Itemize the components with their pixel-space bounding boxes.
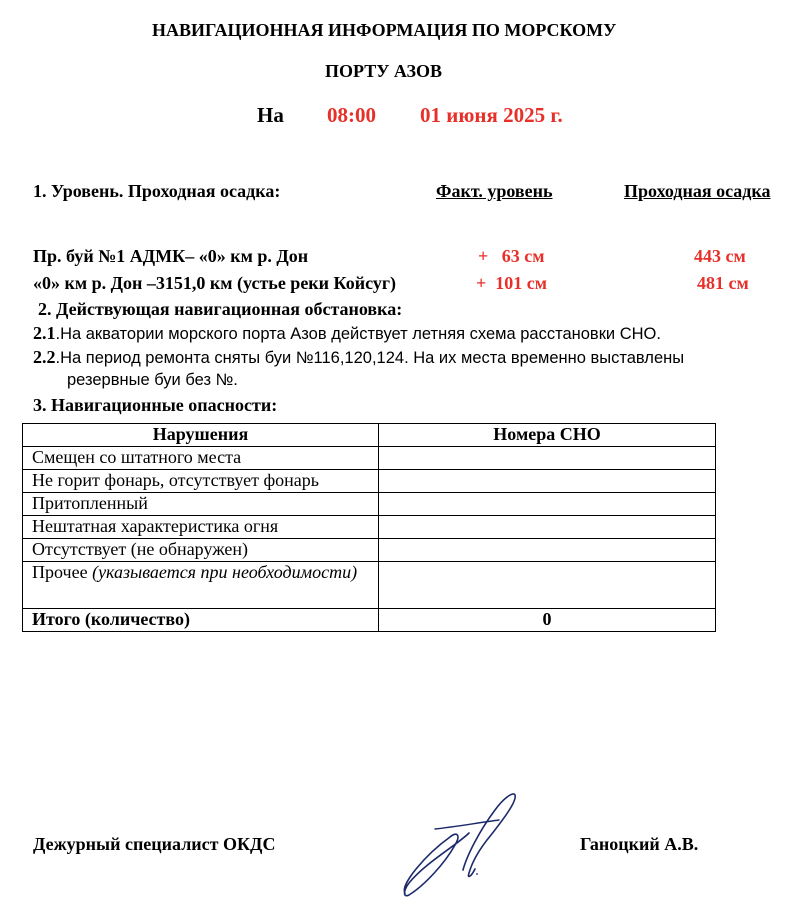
violations-column-header: Нарушения — [23, 424, 379, 447]
table-row — [23, 470, 716, 493]
violation-label: Смещен со штатного места — [23, 447, 379, 470]
sno-numbers-cell — [379, 516, 716, 539]
nav-item-text: .На акватории морского порта Азов действует летняя схема расстановки СНО. — [55, 325, 661, 343]
signature — [395, 785, 525, 900]
sno-numbers-cell — [379, 539, 716, 562]
date-prefix: На — [257, 103, 284, 127]
table-header-row — [23, 424, 716, 447]
nav-item-text: .На период ремонта сняты буи №116,120,124. На их места временно выставлены — [55, 349, 685, 367]
level-row-1-place: Пр. буй №1 АДМК– «0» км р. Дон — [33, 246, 309, 266]
level-row-2-level: + 101 см — [476, 273, 548, 293]
sno-numbers-cell — [379, 562, 716, 609]
report-date: 01 июня 2025 г. — [420, 103, 563, 127]
section3-title: 3. Навигационные опасности: — [33, 395, 278, 415]
section2-title: 2. Действующая навигационная обстановка: — [38, 299, 403, 319]
level-row-2-draft: 481 см — [697, 273, 749, 293]
section1-title: 1. Уровень. Проходная осадка: — [33, 181, 281, 201]
other-label-note: (указывается при необходимости) — [92, 562, 358, 582]
level-row-1-draft: 443 см — [694, 246, 746, 266]
hazards-table — [22, 423, 716, 632]
violation-label — [23, 562, 379, 609]
sno-numbers-cell — [379, 447, 716, 470]
draft-header: Проходная осадка — [624, 181, 771, 201]
page-subtitle: ПОРТУ АЗОВ — [325, 61, 442, 81]
table-row — [23, 447, 716, 470]
nav-item-number: 2.2 — [33, 347, 56, 367]
nav-item-2-2-continuation: резервные буи без №. — [67, 371, 238, 389]
table-row — [23, 516, 716, 539]
nav-item-2-1 — [33, 323, 661, 344]
nav-item-2-2 — [33, 347, 684, 368]
violation-label: Отсутствует (не обнаружен) — [23, 539, 379, 562]
signer-name: Ганоцкий А.В. — [580, 834, 699, 854]
nav-item-number: 2.1 — [33, 323, 56, 343]
page-title: НАВИГАЦИОННАЯ ИНФОРМАЦИЯ ПО МОРСКОМУ — [152, 20, 617, 40]
total-label: Итого (количество) — [23, 609, 379, 632]
numbers-column-header: Номера СНО — [379, 424, 716, 447]
other-label: Прочее — [32, 562, 93, 582]
table-row — [23, 493, 716, 516]
table-row — [23, 562, 716, 609]
violation-label: Не горит фонарь, отсутствует фонарь — [23, 470, 379, 493]
total-row — [23, 609, 716, 632]
level-row-2-place: «0» км р. Дон –3151,0 км (устье реки Койсуг) — [33, 273, 396, 293]
level-row-1-level: + 63 см — [478, 246, 545, 266]
report-time: 08:00 — [327, 103, 376, 127]
table-row — [23, 539, 716, 562]
violation-label: Притопленный — [23, 493, 379, 516]
fact-level-header: Факт. уровень — [436, 181, 553, 201]
violation-label: Нештатная характеристика огня — [23, 516, 379, 539]
total-value: 0 — [379, 609, 716, 632]
duty-specialist-label: Дежурный специалист ОКДС — [33, 834, 276, 854]
sno-numbers-cell — [379, 470, 716, 493]
sno-numbers-cell — [379, 493, 716, 516]
